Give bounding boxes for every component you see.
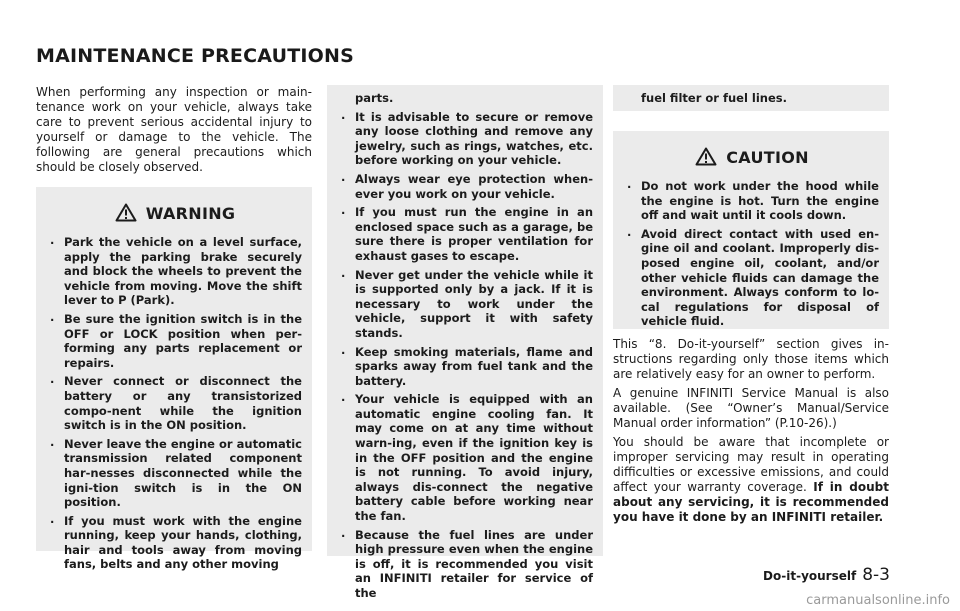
warning-item: . It is advisable to secure or remove any loose clothing and remove any jewelry, such as rings, watches, etc. before working on your vehicle. <box>339 110 593 168</box>
warning-box-continued <box>327 85 603 600</box>
warning-list-col2 <box>339 110 593 601</box>
intro-paragraph: When performing any inspection or main-tenance work on your vehicle, always take care to prevent serious accidental injury to yourself or damage to the vehicle. The following are general precautions which should be closely observed. <box>36 85 312 174</box>
warning-item: . Keep smoking materials, flame and sparks away from fuel tank and the battery. <box>339 345 593 389</box>
servicing-advice-paragraph <box>613 435 889 525</box>
warning-continuation: fuel filter or fuel lines. <box>641 91 787 105</box>
warning-item: . Always wear eye protection when-ever you work on your vehicle. <box>339 172 593 201</box>
column-left <box>36 85 312 572</box>
warning-item: . Because the fuel lines are under high pressure even when the engine is off, it is recommended you visit an INFINITI retailer for service of the <box>339 528 593 601</box>
servicing-advice-text: You should be aware that incomplete or improper servicing may result in operating difficulties or excessive emissions, and could affect your warranty coverage. <box>613 435 889 494</box>
warning-item: . Never connect or disconnect the battery or any transistorized compo-nent while the ignition switch is in the ON position. <box>48 374 302 432</box>
warning-item: . Never get under the vehicle while it is supported only by a jack. If it is necessary to work under the vehicle, support it with safety stands. <box>339 268 593 341</box>
caution-heading-text: CAUTION <box>726 148 809 167</box>
column-middle <box>327 85 603 600</box>
warning-triangle-icon <box>695 147 717 166</box>
warning-list-col1 <box>48 235 302 572</box>
section-note-paragraph: This “8. Do-it-yourself” section gives in-structions regarding only those items which are relatively easy for an owner to perform. <box>613 337 889 381</box>
caution-box <box>613 131 889 329</box>
warning-item: . Never leave the engine or automatic transmission related component har-nesses disconnected while the igni-tion switch is in the ON position. <box>48 437 302 510</box>
warning-heading <box>48 203 302 223</box>
page-title: MAINTENANCE PRECAUTIONS <box>36 45 354 67</box>
page-footer <box>763 565 890 585</box>
warning-heading-text: WARNING <box>145 204 236 223</box>
caution-item: . Do not work under the hood while the engine is hot. Turn the engine off and wait until it cools down. <box>625 179 879 223</box>
warning-box-end <box>613 85 889 111</box>
warning-triangle-icon <box>115 203 137 222</box>
caution-item: . Avoid direct contact with used en-gine oil and coolant. Improperly dis-posed engine oil, coolant, and/or other vehicle fluids can damage the environment. Always conform to lo-cal regulations for disposal of vehicle fluid. <box>625 227 879 329</box>
warning-continuation: parts. <box>355 91 394 105</box>
footer-section: Do-it-yourself <box>763 569 857 583</box>
caution-list <box>625 179 879 329</box>
servicing-advice-bold: If in doubt about any servicing, it is recommended you have it done by an INFINITI retailer. <box>613 480 889 524</box>
warning-item: . Your vehicle is equipped with an automatic engine cooling fan. It may come on at any time without warn-ing, even if the ignition key is in the OFF position and the engine is not running. To avoid injury, always dis-connect the negative battery cable before working near the fan. <box>339 392 593 523</box>
warning-item: . Be sure the ignition switch is in the OFF or LOCK position when per-forming any parts replacement or repairs. <box>48 312 302 370</box>
warning-box <box>36 187 312 572</box>
service-manual-paragraph: A genuine INFINITI Service Manual is also available. (See “Owner’s Manual/Service Manual order information” (P.10-26).) <box>613 386 889 430</box>
page-number: 8-3 <box>862 565 890 585</box>
column-right <box>613 85 889 529</box>
warning-item: . If you must run the engine in an enclosed space such as a garage, be sure there is proper ventilation for exhaust gases to escape. <box>339 205 593 263</box>
warning-item: . If you must work with the engine running, keep your hands, clothing, hair and tools away from moving fans, belts and any other moving <box>48 514 302 572</box>
watermark: carmanualsonline.info <box>806 593 950 608</box>
caution-heading <box>625 147 879 167</box>
warning-item: . Park the vehicle on a level surface, apply the parking brake securely and block the wheels to prevent the vehicle from moving. Move the shift lever to P (Park). <box>48 235 302 308</box>
